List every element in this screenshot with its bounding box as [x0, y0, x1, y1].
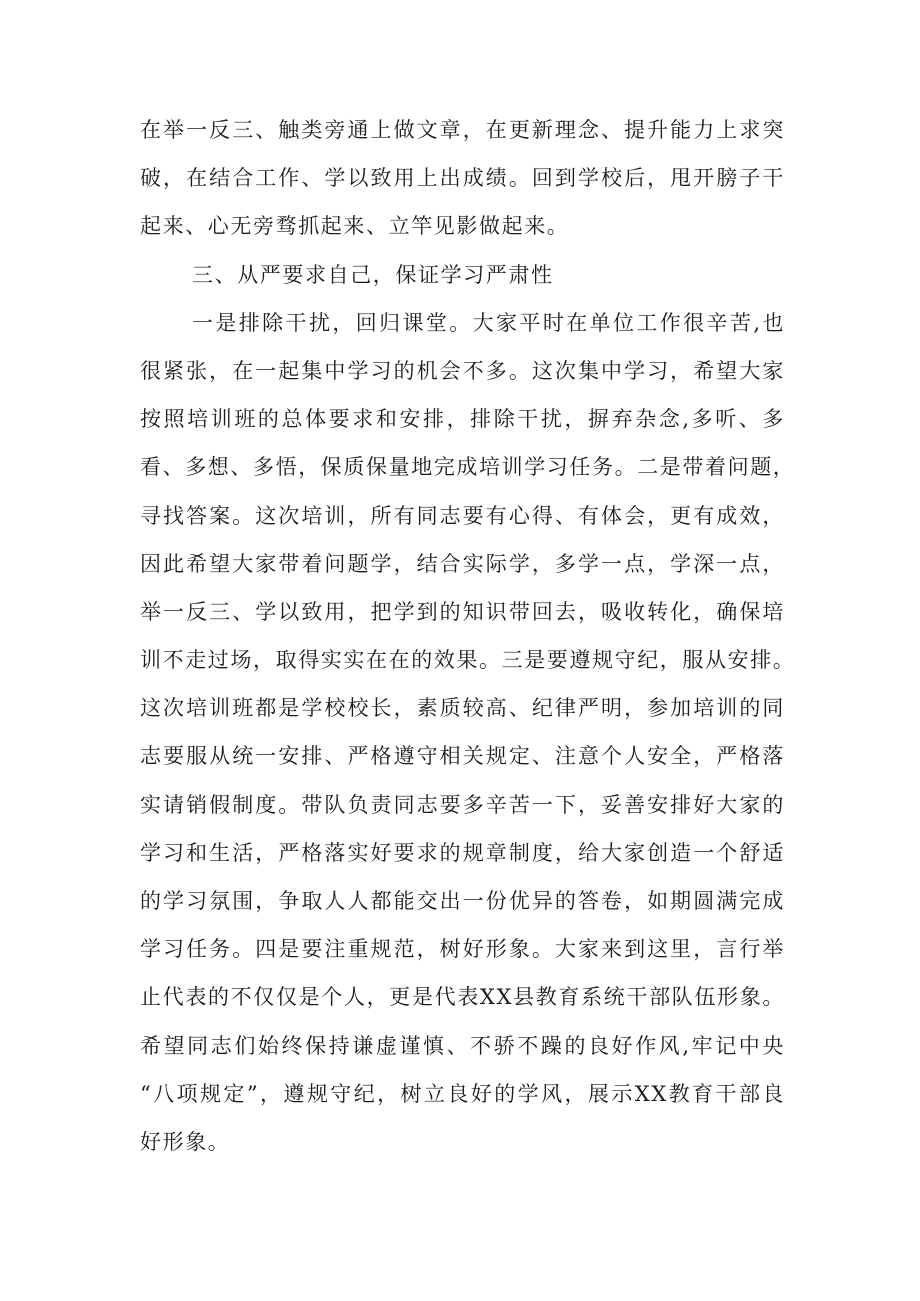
section-heading: 三、从严要求自己，保证学习严肃性 — [192, 262, 554, 287]
paragraph-line: 实请销假制度。带队负责同志要多辛苦一下，妥善安排好大家的 — [140, 792, 785, 817]
paragraph-line: 看、多想、多悟，保质保量地完成培训学习任务。二是带着问题， — [140, 455, 796, 480]
paragraph-line: 希望同志们始终保持谦虚谨慎、不骄不躁的良好作风,牢记中央 — [140, 1033, 785, 1058]
paragraph-line: “八项规定”，遵规守纪，树立良好的学风，展示XX教育干部良 — [140, 1081, 785, 1106]
paragraph-line: 举一反三、学以致用，把学到的知识带回去，吸收转化，确保培 — [140, 599, 785, 624]
paragraph-line: 很紧张，在一起集中学习的机会不多。这次集中学习，希望大家 — [140, 358, 785, 383]
paragraph-line: 的学习氛围，争取人人都能交出一份优异的答卷，如期圆满完成 — [140, 889, 785, 913]
paragraph-line: 志要服从统一安排、严格遵守相关规定、注意个人安全，严格落 — [140, 744, 785, 769]
paragraph-line: 一是排除干扰，回归课堂。大家平时在单位工作很辛苦,也 — [192, 310, 785, 335]
paragraph-line: 在举一反三、触类旁通上做文章，在更新理念、提升能力上求突 — [140, 118, 785, 142]
paragraph-line: 止代表的不仅仅是个人，更是代表XX县教育系统干部队伍形象。 — [140, 985, 785, 1010]
paragraph-line: 寻找答案。这次培训，所有同志要有心得、有体会，更有成效， — [140, 503, 785, 528]
paragraph-line: 学习和生活，严格落实好要求的规章制度，给大家创造一个舒适 — [140, 840, 785, 865]
paragraph-line: 按照培训班的总体要求和安排，排除干扰，摒弃杂念,多听、多 — [140, 407, 785, 432]
paragraph-line: 破，在结合工作、学以致用上出成绩。回到学校后，甩开膀子干 — [140, 166, 785, 191]
paragraph-line: 学习任务。四是要注重规范，树好形象。大家来到这里，言行举 — [140, 937, 785, 962]
document-body — [140, 106, 796, 1166]
paragraph-line: 训不走过场，取得实实在在的效果。三是要遵规守纪，服从安排。 — [140, 648, 796, 673]
paragraph-line: 好形象。 — [140, 1129, 231, 1154]
paragraph-line: 起来、心无旁骛抓起来、立竿见影做起来。 — [140, 214, 570, 239]
paragraph-line: 因此希望大家带着问题学，结合实际学，多学一点，学深一点， — [140, 551, 785, 576]
paragraph-line: 这次培训班都是学校校长，素质较高、纪律严明，参加培训的同 — [140, 696, 785, 721]
